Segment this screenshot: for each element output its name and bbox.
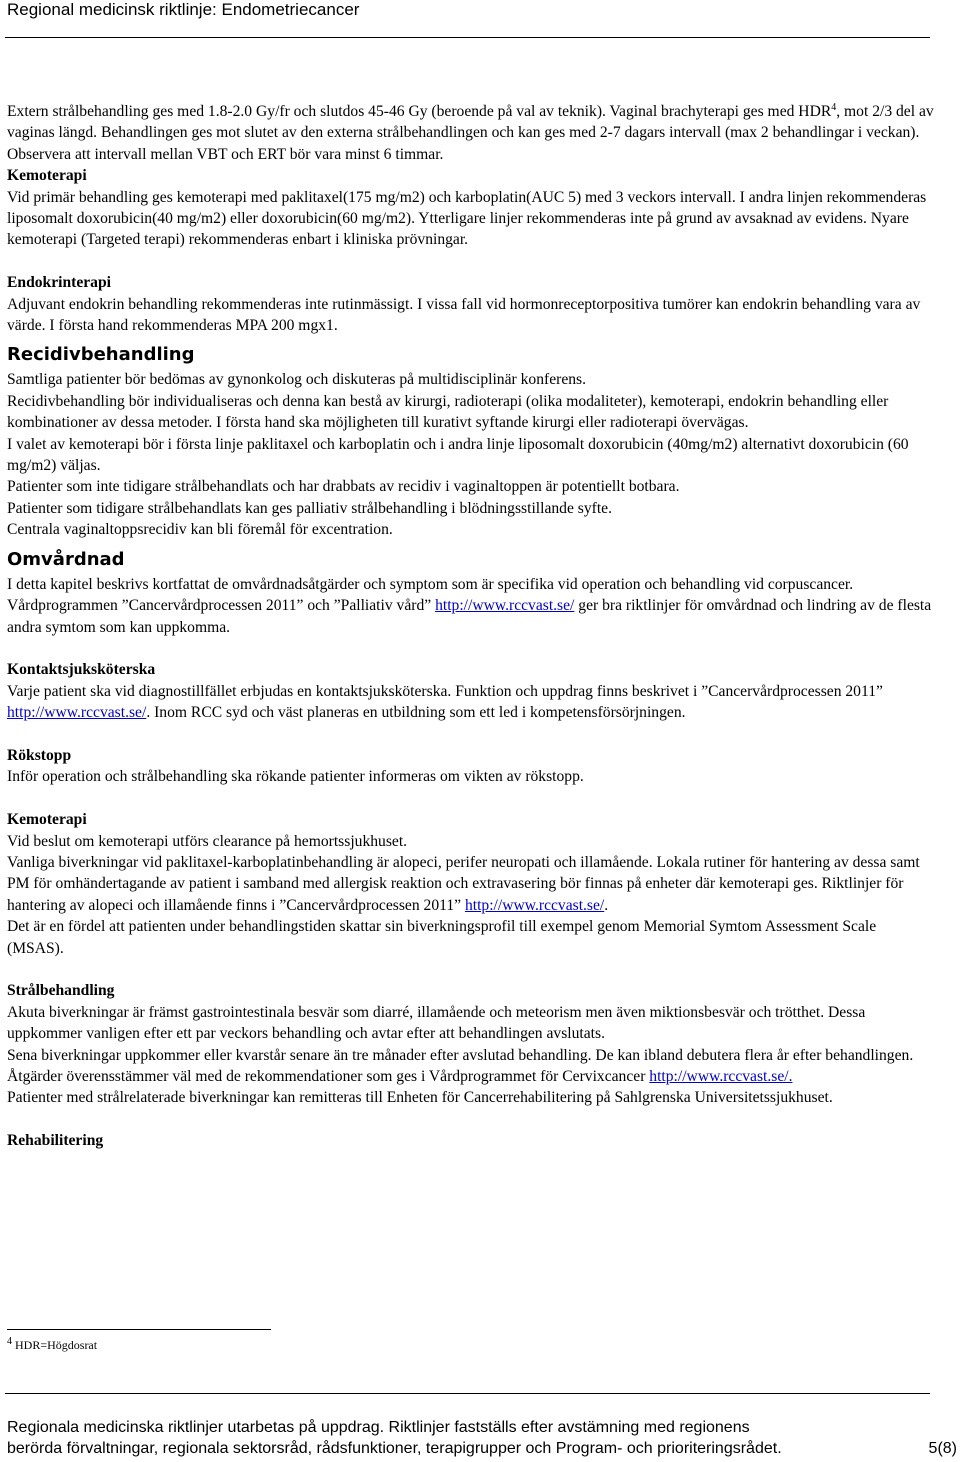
- stral-paragraph-2: Sena biverkningar uppkommer eller kvarstår senare än tre månader efter avslutad behandling. De kan ibland debutera flera år efter behandlingen.: [7, 1046, 914, 1064]
- intro-text-rest: , mot 2/3 del av vaginas längd. Behandlingen ges mot slutet av den externa strålbehandlingen och kan ges med 2-7 dagars intervall (max 2 behandlingar i veckan). Observera att intervall mellan VBT och ERT bör vara minst 6 timmar.: [7, 103, 934, 163]
- page-header-title: Regional medicinsk riktlinje: Endometriecancer: [7, 0, 360, 19]
- kontakt-paragraph: [7, 681, 935, 724]
- kontakt-heading: Kontaktsjuksköterska: [7, 661, 156, 679]
- stral-paragraph-4: Patienter med strålrelaterade biverkningar kan remitteras till Enheten för Cancerrehabilitering på Sahlgrenska Universitetssjukhuset.: [7, 1089, 833, 1107]
- kemoterapi-paragraph-2: [7, 852, 935, 916]
- endokrinterapi-heading: Endokrinterapi: [7, 274, 111, 292]
- omvardnad-paragraph: [7, 574, 935, 638]
- recidiv-paragraph-1: Samtliga patienter bör bedömas av gynonkolog och diskuteras på multidisciplinär konferens.: [7, 371, 587, 389]
- kemoterapi-text-b: .: [604, 896, 609, 914]
- intro-text: Extern strålbehandling ges med 1.8-2.0 Gy/fr och slutdos 45-46 Gy (beroende på val av teknik). Vaginal brachyterapi ges med HDR: [7, 103, 832, 120]
- footer-line-2: berörda förvaltningar, regionala sektorsråd, rådsfunktioner, terapigrupper och Program- och prioriteringsrådet.: [7, 1440, 782, 1457]
- kemoterapi-paragraph-3: Det är en fördel att patienten under behandlingstiden skattar sin biverkningsprofil till exempel genom Memorial Symtom Assessment Scale (MSAS).: [7, 918, 877, 957]
- footnote-text: HDR=Högdosrat: [15, 1338, 98, 1352]
- kemoterapi-paragraph-1: Vid beslut om kemoterapi utförs clearance på hemortssjukhuset.: [7, 832, 408, 850]
- omvardnad-text-a: I detta kapitel beskrivs kortfattat de omvårdnadsåtgärder och symptom som är specifika vid operation och behandling vid corpuscancer. Vårdprogrammen ”Cancervårdprocessen 2011” och ”Palliativ vård”: [7, 575, 854, 615]
- stral-text-a: Åtgärder överensstämmer väl med de rekommendationer som ges i Vårdprogrammet för Cervixcancer: [7, 1067, 650, 1085]
- recidiv-paragraph-4: Patienter som inte tidigare strålbehandlats och har drabbats av recidiv i vaginaltoppen är potentiellt botbara.: [7, 478, 680, 496]
- recidiv-paragraph-3: I valet av kemoterapi bör i första linje paklitaxel och karboplatin och i andra linje liposomalt doxorubicin (40mg/m2) alternativt doxorubicin (60 mg/m2) väljas.: [7, 435, 909, 475]
- rccvast-link-4[interactable]: http://www.rccvast.se/.: [649, 1067, 793, 1085]
- footnote-number: 4: [7, 1336, 12, 1347]
- rccvast-link-1[interactable]: http://www.rccvast.se/: [435, 597, 575, 615]
- kemoterapi-text-1: Vid primär behandling ges kemoterapi med paklitaxel(175 mg/m2) och karboplatin(AUC 5) med 3 veckors intervall. I andra linjen rekommenderas liposomalt doxorubicin(40 mg/m2) eller doxorubicin(60 mg/m2). Ytterligare linjer rekommenderas inte på grund av avsaknad av evidens. Nyare kemoterapi (Targeted terapi) rekommenderas enbart i kliniska prövningar.: [7, 188, 927, 249]
- footer-line-1: Regionala medicinska riktlinjer utarbetas på uppdrag. Riktlinjer fastställs efter avstämning med regionens: [7, 1419, 750, 1436]
- page-footer: [7, 1417, 959, 1459]
- footnote-separator: [7, 1329, 271, 1330]
- kemoterapi-heading-2: Kemoterapi: [7, 811, 87, 829]
- kontakt-text-a: Varje patient ska vid diagnostillfället erbjudas en kontaktsjuksköterska. Funktion och uppdrag finns beskrivet i ”Cancervårdprocessen 2011”: [7, 682, 883, 700]
- recidiv-heading: Recidivbehandling: [7, 344, 195, 366]
- header-rule: [5, 37, 930, 38]
- stral-paragraph-3: [7, 1066, 935, 1087]
- rehabilitering-heading: Rehabilitering: [7, 1132, 104, 1150]
- footnote-ref: 4: [831, 101, 837, 113]
- kontakt-text-b: . Inom RCC syd och väst planeras en utbildning som ett led i kompetensförsörjningen.: [146, 704, 686, 722]
- page-number: 5(8): [928, 1440, 957, 1457]
- stral-paragraph-1: Akuta biverkningar är främst gastrointestinala besvär som diarré, illamående och meteorism men även miktionsbesvär och trötthet. Dessa uppkommer vanligen efter ett par veckors behandling och avtar efter att behandlingen avslutats.: [7, 1003, 866, 1043]
- endokrinterapi-text: Adjuvant endokrin behandling rekommenderas inte rutinmässigt. I vissa fall vid hormonreceptorpositiva tumörer kan endokrin behandling vara av värde. I första hand rekommenderas MPA 200 mgx1.: [7, 295, 921, 335]
- rccvast-link-3[interactable]: http://www.rccvast.se/: [464, 896, 605, 914]
- rccvast-link-2[interactable]: http://www.rccvast.se/: [7, 704, 147, 722]
- kemoterapi-text-a: Vanliga biverkningar vid paklitaxel-karboplatinbehandling är alopeci, perifer neuropati och illamående. Lokala rutiner för hantering av dessa samt PM för omhändertagande av patient i samband med allergisk reaktion och extravasering bör finnas på enheter där kemoterapi ges. Riktlinjer för hantering av alopeci och illamående finns i ”Cancervårdprocessen 2011”: [7, 853, 920, 914]
- recidiv-paragraph-5: Patienter som tidigare strålbehandlats kan ges palliativ strålbehandling i blödningsstillande syfte.: [7, 499, 612, 517]
- recidiv-paragraph-6: Centrala vaginaltoppsrecidiv kan bli föremål för excentration.: [7, 521, 393, 539]
- document-body: [7, 101, 935, 1152]
- intro-paragraph: [7, 101, 935, 165]
- rokstopp-text: Inför operation och strålbehandling ska rökande patienter informeras om vikten av rökstopp.: [7, 768, 584, 786]
- stralbehandling-heading: Strålbehandling: [7, 982, 115, 1000]
- rokstopp-heading: Rökstopp: [7, 746, 72, 764]
- omvardnad-text-b: ger bra riktlinjer för omvårdnad och lindring av de flesta andra symtom som kan uppkomma.: [7, 597, 932, 636]
- omvardnad-heading: Omvårdnad: [7, 548, 125, 570]
- footer-rule: [5, 1393, 930, 1394]
- recidiv-paragraph-2: Recidivbehandling bör individualiseras och denna kan bestå av kirurgi, radioterapi (olika modaliteter), kemoterapi, endokrin behandling eller kombinationer av dessa metoder. I första hand ska möjligheten till kurativt syftande kirurgi eller radioterapi övervägas.: [7, 392, 889, 432]
- footnote: [7, 1337, 97, 1353]
- kemoterapi-heading-1: Kemoterapi: [7, 167, 87, 185]
